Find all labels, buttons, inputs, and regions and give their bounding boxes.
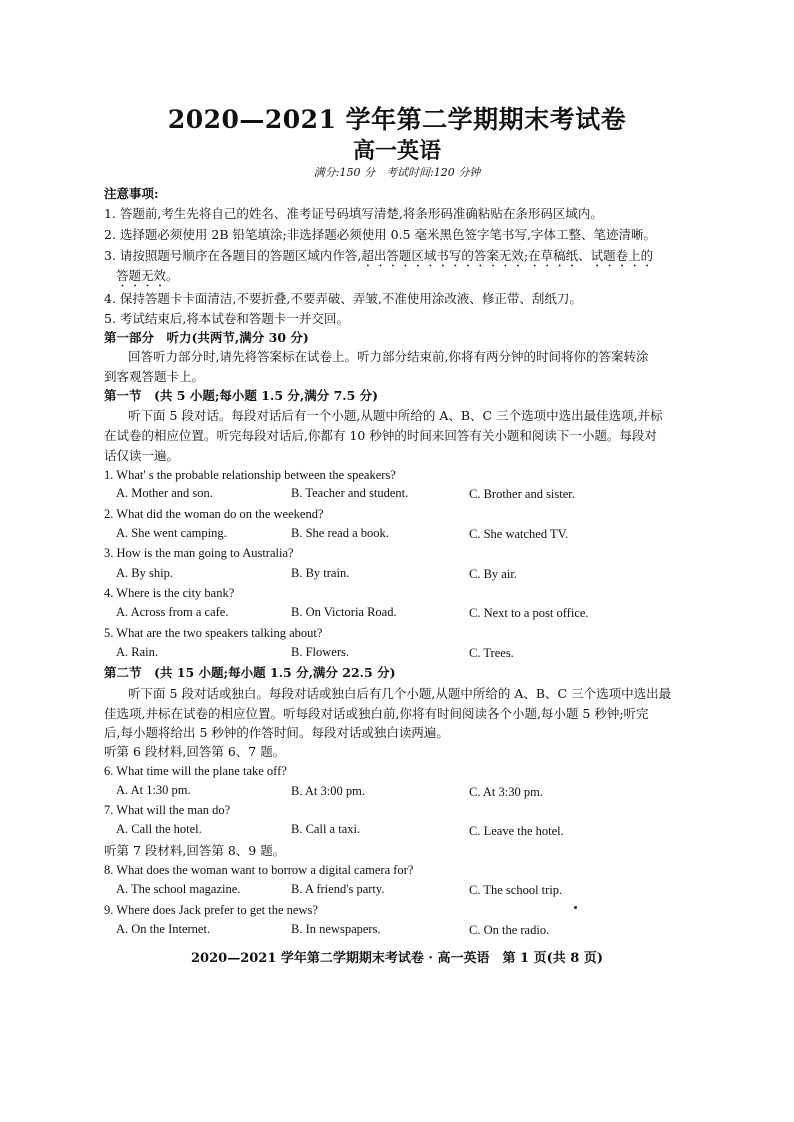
q2-option-b: B. She read a book.	[291, 526, 389, 540]
q3-option-c: C. By air.	[469, 567, 517, 581]
section2-intro-3: 后,每小题将给出 5 秒钟的作答时间。每段对话或独白读两遍。	[104, 725, 449, 740]
note-item-5: 5. 考试结束后,将本试卷和答题卡一并交回。	[104, 311, 349, 326]
note-item-3: 3. 请按照题号顺序在各题目的答题区域内作答,超出答题区域书写的答案无效;在草稿纸、试题卷上的	[104, 248, 654, 263]
q1-option-a: A. Mother and son.	[116, 486, 213, 500]
q6-option-a: A. At 1:30 pm.	[116, 783, 191, 797]
section1-intro-2: 在试卷的相应位置。听完每段对话后,你都有 10 秒钟的时间来回答有关小题和阅读下一小题。每段对	[104, 428, 657, 443]
part1-intro-1: 回答听力部分时,请先将答案标在试卷上。听力部分结束前,你将有两分钟的时间将你的答案转涂	[128, 349, 649, 364]
note-item-4: 4. 保持答题卡卡面清洁,不要折叠,不要弄破、弄皱,不准使用涂改液、修正带、刮纸刀。	[104, 291, 582, 306]
question-3: 3. How is the man going to Australia?	[104, 546, 294, 560]
q1-option-c: C. Brother and sister.	[469, 487, 575, 501]
q7-option-b: B. Call a taxi.	[291, 822, 361, 836]
q6-option-b: B. At 3:00 pm.	[291, 784, 365, 798]
q8-option-c: C. The school trip.	[469, 883, 563, 897]
q3-option-a: A. By ship.	[116, 566, 173, 580]
q9-option-a: A. On the Internet.	[116, 922, 211, 936]
question-8: 8. What does the woman want to borrow a digital camera for?	[104, 863, 414, 877]
exam-meta: 满分:150 分 考试时间:120 分钟	[313, 166, 481, 179]
note-item-2: 2. 选择题必须使用 2B 铅笔填涂;非选择题必须使用 0.5 毫米黑色签字笔书写,字体工整、笔迹清晰。	[104, 227, 656, 242]
material-7-heading: 听第 7 段材料,回答第 8、9 题。	[104, 843, 286, 858]
q8-option-b: B. A friend's party.	[291, 882, 385, 896]
question-9: 9. Where does Jack prefer to get the news?	[104, 903, 318, 917]
note-item-1: 1. 答题前,考生先将自己的姓名、准考证号码填写清楚,将条形码准确粘贴在条形码区域内。	[104, 206, 603, 221]
q2-option-c: C. She watched TV.	[469, 527, 569, 541]
q3-option-b: B. By train.	[291, 566, 350, 580]
section2-intro-2: 佳选项,并标在试卷的相应位置。听每段对话或独白前,你将有时间阅读各个小题,每小题 5 秒钟;听完	[104, 706, 649, 721]
q5-option-b: B. Flowers.	[291, 645, 349, 659]
part1-intro-2: 到客观答题卡上。	[104, 369, 205, 384]
note-item-3-cont: 答题无效。	[116, 268, 179, 283]
q9-option-c: C. On the radio.	[469, 923, 550, 937]
question-1: 1. What' s the probable relationship between the speakers?	[104, 468, 396, 482]
q5-option-c: C. Trees.	[469, 646, 514, 660]
section2-intro-1: 听下面 5 段对话或独白。每段对话或独白后有几个小题,从题中所给的 A、B、C 三个选项中选出最	[128, 686, 672, 701]
scan-speck	[574, 906, 577, 909]
note-item-3-emphasis: 超出答题区域书写的答案无效;在草稿纸、试题卷上的	[361, 248, 654, 263]
q5-option-a: A. Rain.	[116, 645, 159, 659]
question-7: 7. What will the man do?	[104, 803, 231, 817]
q7-option-c: C. Leave the hotel.	[469, 824, 564, 838]
notes-heading: 注意事项:	[104, 186, 159, 201]
section1-intro-3: 话仅读一遍。	[104, 448, 180, 463]
question-6: 6. What time will the plane take off?	[104, 764, 287, 778]
section2-heading: 第二节 (共 15 小题;每小题 1.5 分,满分 22.5 分)	[104, 665, 396, 680]
q4-option-a: A. Across from a cafe.	[116, 605, 229, 619]
section1-heading: 第一节 (共 5 小题;每小题 1.5 分,满分 7.5 分)	[104, 388, 379, 403]
q9-option-b: B. In newspapers.	[291, 922, 381, 936]
material-6-heading: 听第 6 段材料,回答第 6、7 题。	[104, 744, 286, 759]
q6-option-c: C. At 3:30 pm.	[469, 785, 543, 799]
part1-heading: 第一部分 听力(共两节,满分 30 分)	[104, 330, 309, 345]
question-4: 4. Where is the city bank?	[104, 586, 235, 600]
q4-option-c: C. Next to a post office.	[469, 606, 589, 620]
question-5: 5. What are the two speakers talking about?	[104, 626, 323, 640]
section1-intro-1: 听下面 5 段对话。每段对话后有一个小题,从题中所给的 A、B、C 三个选项中选出最佳选项,并标	[128, 408, 663, 423]
q2-option-a: A. She went camping.	[116, 526, 227, 540]
exam-subject: 高一英语	[352, 138, 441, 164]
q7-option-a: A. Call the hotel.	[116, 822, 202, 836]
q8-option-a: A. The school magazine.	[116, 882, 241, 896]
exam-title: 2020—2021 学年第二学期期末考试卷	[167, 105, 627, 134]
q4-option-b: B. On Victoria Road.	[291, 605, 397, 619]
q1-option-b: B. Teacher and student.	[291, 486, 409, 500]
page-footer: 2020—2021 学年第二学期期末考试卷 · 高一英语 第 1 页(共 8 页)	[191, 951, 603, 966]
question-2: 2. What did the woman do on the weekend?	[104, 507, 324, 521]
